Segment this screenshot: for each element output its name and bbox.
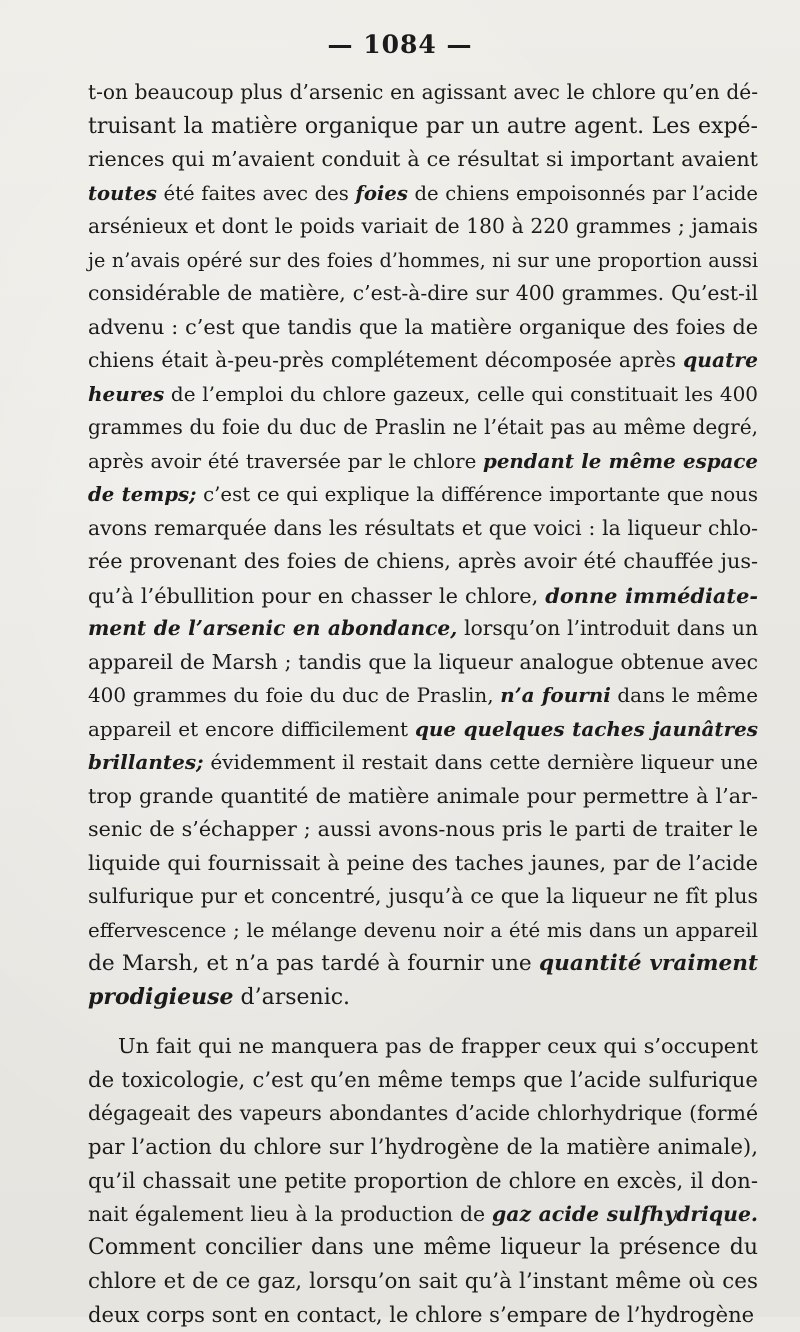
text-run: de l’emploi du chlore gazeux, celle qui constituait les 400 bbox=[164, 381, 758, 406]
text-line bbox=[88, 981, 758, 1015]
text-line bbox=[88, 579, 758, 613]
text-line bbox=[88, 679, 758, 713]
text-run: de toxicologie, c’est qu’en même temps que l’acide sulfurique bbox=[88, 1067, 758, 1093]
italic-text: de temps; bbox=[88, 482, 197, 506]
text-run: dans le même bbox=[610, 683, 758, 707]
text-run: truisant la matière organique par un autre agent. Les expé- bbox=[88, 113, 758, 139]
text-line bbox=[88, 914, 758, 948]
text-run: riences qui m’avaient conduit à ce résultat si important avaient bbox=[88, 147, 758, 171]
text-run: deux corps sont en contact, le chlore s’empare de l’hydrogène bbox=[88, 1302, 755, 1327]
text-run: t-on beaucoup plus d’arsenic en agissant avec le chlore qu’en dé- bbox=[88, 80, 758, 104]
text-line bbox=[88, 746, 758, 780]
body-text bbox=[88, 76, 758, 1332]
text-line bbox=[88, 311, 758, 345]
text-run: évidemment il restait dans cette dernière liqueur une bbox=[203, 750, 758, 774]
text-run: chlore et de ce gaz, lorsqu’on sait qu’à l’instant même où ces bbox=[88, 1268, 758, 1294]
italic-text: prodigieuse bbox=[88, 983, 234, 1010]
text-run: lorsqu’on l’introduit dans un bbox=[457, 616, 758, 640]
italic-text: quantité vraiment bbox=[538, 951, 758, 976]
italic-text: foies bbox=[355, 181, 408, 205]
text-line bbox=[88, 210, 758, 244]
text-line bbox=[88, 512, 758, 546]
text-line bbox=[88, 1298, 758, 1332]
text-line bbox=[88, 445, 758, 479]
text-line bbox=[88, 847, 758, 881]
text-run: rée provenant des foies de chiens, après avoir été chauffée jus- bbox=[88, 549, 758, 573]
text-run: par l’action du chlore sur l’hydrogène de la matière animale), bbox=[88, 1134, 758, 1160]
text-run: Un fait qui ne manquera pas de frapper ceux qui s’occupent bbox=[118, 1034, 758, 1058]
text-line bbox=[88, 646, 758, 680]
text-line bbox=[88, 411, 758, 445]
text-run: dégageait des vapeurs abondantes d’acide chlorhydrique (formé bbox=[88, 1101, 758, 1125]
text-line bbox=[88, 1097, 758, 1131]
text-line bbox=[88, 143, 758, 177]
italic-text: heures bbox=[88, 381, 165, 406]
text-line bbox=[88, 1231, 758, 1265]
text-line bbox=[88, 244, 758, 278]
text-run: avons remarquée dans les résultats et que voici : la liqueur chlo- bbox=[88, 515, 758, 540]
text-run: qu’il chassait une petite proportion de chlore en excès, il don- bbox=[88, 1168, 758, 1193]
text-line bbox=[88, 612, 758, 646]
text-line bbox=[88, 76, 758, 110]
italic-text: donne immédiate- bbox=[545, 582, 758, 608]
text-run: après avoir été traversée par le chlore bbox=[88, 449, 483, 473]
italic-text: n’a fourni bbox=[500, 683, 611, 707]
text-run: trop grande quantité de matière animale pour permettre à l’ar- bbox=[88, 783, 758, 808]
text-run: Comment concilier dans une même liqueur la présence du bbox=[88, 1235, 758, 1260]
italic-text: gaz acide sulfhydrique. bbox=[492, 1201, 758, 1226]
text-run: chiens était à-peu-près complétement décomposée après bbox=[88, 348, 684, 372]
text-run: arsénieux et dont le poids variait de 180 à 220 grammes ; jamais bbox=[88, 214, 758, 238]
text-run: effervescence ; le mélange devenu noir a été mis dans un appareil bbox=[88, 918, 758, 942]
text-run: c’est ce qui explique la différence importante que nous bbox=[196, 483, 758, 506]
text-run: advenu : c’est que tandis que la matière organique des foies de bbox=[88, 314, 758, 339]
text-line bbox=[88, 478, 758, 512]
text-run: nait également lieu à la production de bbox=[88, 1201, 492, 1226]
text-line bbox=[88, 813, 758, 847]
italic-text: brillantes; bbox=[88, 750, 204, 774]
text-line bbox=[88, 110, 758, 144]
text-run: liquide qui fournissait à peine des taches jaunes, par de l’acide bbox=[88, 850, 758, 875]
paragraph bbox=[88, 1030, 758, 1332]
page-number: — 1084 — bbox=[327, 30, 473, 59]
italic-text: pendant le même espace bbox=[482, 448, 758, 473]
italic-text: toutes bbox=[88, 181, 157, 205]
italic-text: quatre bbox=[683, 348, 758, 372]
text-line bbox=[88, 277, 758, 311]
text-line bbox=[88, 1198, 758, 1232]
text-line bbox=[88, 1265, 758, 1299]
text-run: d’arsenic. bbox=[233, 984, 351, 1010]
italic-text: ment de l’arsenic en abondance, bbox=[88, 616, 458, 640]
text-run: été faites avec des bbox=[156, 181, 356, 205]
text-run: considérable de matière, c’est-à-dire sur 400 grammes. Qu’est-il bbox=[88, 281, 758, 305]
text-run: de Marsh, et n’a pas tardé à fournir une bbox=[88, 951, 539, 976]
text-line bbox=[88, 1030, 758, 1064]
text-run: sulfurique pur et concentré, jusqu’à ce que la liqueur ne fît plus bbox=[88, 884, 758, 908]
text-line bbox=[88, 177, 758, 211]
paragraph bbox=[88, 76, 758, 1014]
text-line bbox=[88, 713, 758, 747]
text-line bbox=[88, 545, 758, 579]
text-run: 400 grammes du foie du duc de Praslin, bbox=[88, 683, 501, 707]
text-run: senic de s’échapper ; aussi avons-nous pris le parti de traiter le bbox=[88, 817, 758, 841]
text-line bbox=[88, 1131, 758, 1165]
text-run: de chiens empoisonnés par l’acide bbox=[407, 181, 758, 205]
text-run: grammes du foie du duc de Praslin ne l’était pas au même degré, bbox=[88, 415, 758, 439]
text-line bbox=[88, 378, 758, 412]
text-line bbox=[88, 1064, 758, 1098]
italic-text: que quelques taches jaunâtres bbox=[414, 716, 759, 741]
text-run: qu’à l’ébullition pour en chasser le chlore, bbox=[88, 583, 546, 608]
text-line bbox=[88, 880, 758, 914]
text-line bbox=[88, 344, 758, 378]
text-line bbox=[88, 780, 758, 814]
text-run: appareil et encore difficilement bbox=[88, 716, 415, 741]
text-run: appareil de Marsh ; tandis que la liqueur analogue obtenue avec bbox=[88, 649, 758, 674]
text-line bbox=[88, 947, 758, 981]
paragraph-gap bbox=[88, 1014, 758, 1030]
text-line bbox=[88, 1164, 758, 1198]
text-run: je n’avais opéré sur des foies d’hommes, ni sur une proportion aussi bbox=[88, 248, 758, 272]
